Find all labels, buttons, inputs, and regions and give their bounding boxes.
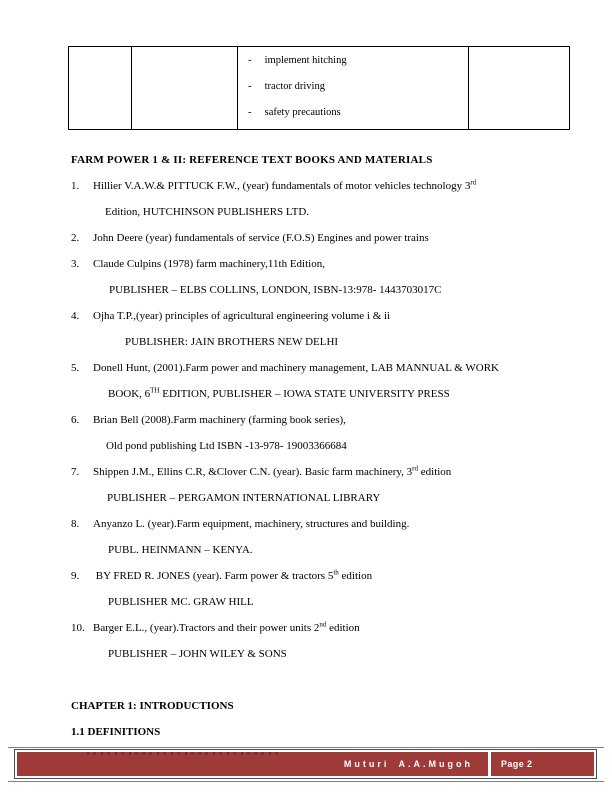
dash-bullet-marker: - [248,81,252,92]
reference-line-1: 4. Ojha T.P.,(year) principles of agricultural engineering volume i & ii [71,303,571,329]
reference-number: 3. [71,258,80,270]
table-bullet-item [248,48,468,74]
reference-number: 9. [71,570,80,582]
reference-number: 8. [71,518,80,530]
reference-item [71,173,571,225]
reference-line-1: 8. Anyanzo L. (year).Farm equipment, machinery, structures and building. [71,511,571,537]
reference-section-heading: FARM POWER 1 & II: REFERENCE TEXT BOOKS AND MATERIALS [71,154,433,166]
reference-item [71,563,571,615]
superscript-ordinal: rd [470,178,477,187]
reference-list [71,173,571,667]
section-subheading: 1.1 DEFINITIONS [71,726,161,738]
reference-line-1: 1. Hillier V.A.W.& PITTUCK F.W., (year) fundamentals of motor vehicles technology 3rd [71,173,571,199]
reference-item [71,225,571,251]
footer-top-rule [8,747,604,748]
table-bullet-text: safety precautions [264,107,341,118]
table-cell-empty-3 [469,47,570,130]
table-row [69,47,570,130]
table-bullet-item [248,74,468,100]
reference-line-2: PUBLISHER MC. GRAW HILL [108,596,254,608]
reference-number: 6. [71,414,80,426]
reference-item [71,303,571,355]
reference-line-2: PUBL. HEINMANN – KENYA. [108,544,253,556]
table-bullet-item [248,100,468,126]
table-cell-empty-1 [69,47,132,130]
reference-number: 5. [71,362,80,374]
page-number-label: Page 2 [501,759,533,769]
document-body [71,147,571,745]
superscript-ordinal: th [333,568,339,577]
reference-line-1: 7. Shippen J.M., Ellins C.R, &Clover C.N. (year). Basic farm machinery, 3rd edition [71,459,571,485]
reference-number: 1. [71,180,80,192]
footer-page-segment [491,752,594,776]
reference-line-1: 10. Barger E.L., (year).Tractors and their power units 2nd edition [71,615,571,641]
chapter-heading: CHAPTER 1: INTRODUCTIONS [71,700,234,712]
reference-line-1: 3. Claude Culpins (1978) farm machinery,11th Edition, [71,251,571,277]
reference-line-2: PUBLISHER: JAIN BROTHERS NEW DELHI [125,336,339,348]
reference-item [71,251,571,303]
footer-author-name: Muturi A.A.Mugoh [343,759,473,769]
superscript-ordinal: rd [412,464,418,473]
reference-item [71,407,571,459]
syllabus-table-fragment [68,46,570,130]
footer-bar [14,749,597,779]
reference-item [71,615,571,667]
footer-bottom-rule [8,781,604,782]
reference-line-1: 2. John Deere (year) fundamentals of service (F.O.S) Engines and power trains [71,225,571,251]
dash-bullet-marker: - [248,107,252,118]
reference-line-2: PUBLISHER – PERGAMON INTERNATIONAL LIBRARY [107,492,381,504]
reference-item [71,459,571,511]
table-bullet-text: tractor driving [264,81,325,92]
superscript-ordinal: nd [319,620,327,629]
dash-bullet-marker: - [248,55,252,66]
reference-line-1: 6. Brian Bell (2008).Farm machinery (farming book series), [71,407,571,433]
reference-item [71,355,571,407]
reference-number: 10. [71,622,85,634]
reference-line-2: PUBLISHER – JOHN WILEY & SONS [108,648,287,660]
reference-line-1: 5. Donell Hunt, (2001).Farm power and machinery management, LAB MANNUAL & WORK [71,355,571,381]
clipped-text-artifact [87,752,282,755]
reference-number: 2. [71,232,80,244]
reference-line-2: Old pond publishing Ltd ISBN -13-978- 19003366684 [106,440,347,452]
reference-item [71,511,571,563]
table-cell-topics [238,47,469,130]
reference-number: 4. [71,310,80,322]
footer-author-segment [17,752,488,776]
table-bullet-text: implement hitching [264,55,347,66]
blank-line [71,667,571,693]
reference-line-2: PUBLISHER – ELBS COLLINS, LONDON, ISBN-13:978- 1443703017C [109,284,442,296]
reference-line-2: Edition, HUTCHINSON PUBLISHERS LTD. [105,206,310,218]
superscript-ordinal: TH [150,386,160,395]
reference-line-1: 9. BY FRED R. JONES (year). Farm power & tractors 5th edition [71,563,571,589]
table-cell-empty-2 [132,47,238,130]
reference-number: 7. [71,466,80,478]
reference-line-2: BOOK, 6TH EDITION, PUBLISHER – IOWA STATE UNIVERSITY PRESS [108,386,450,400]
